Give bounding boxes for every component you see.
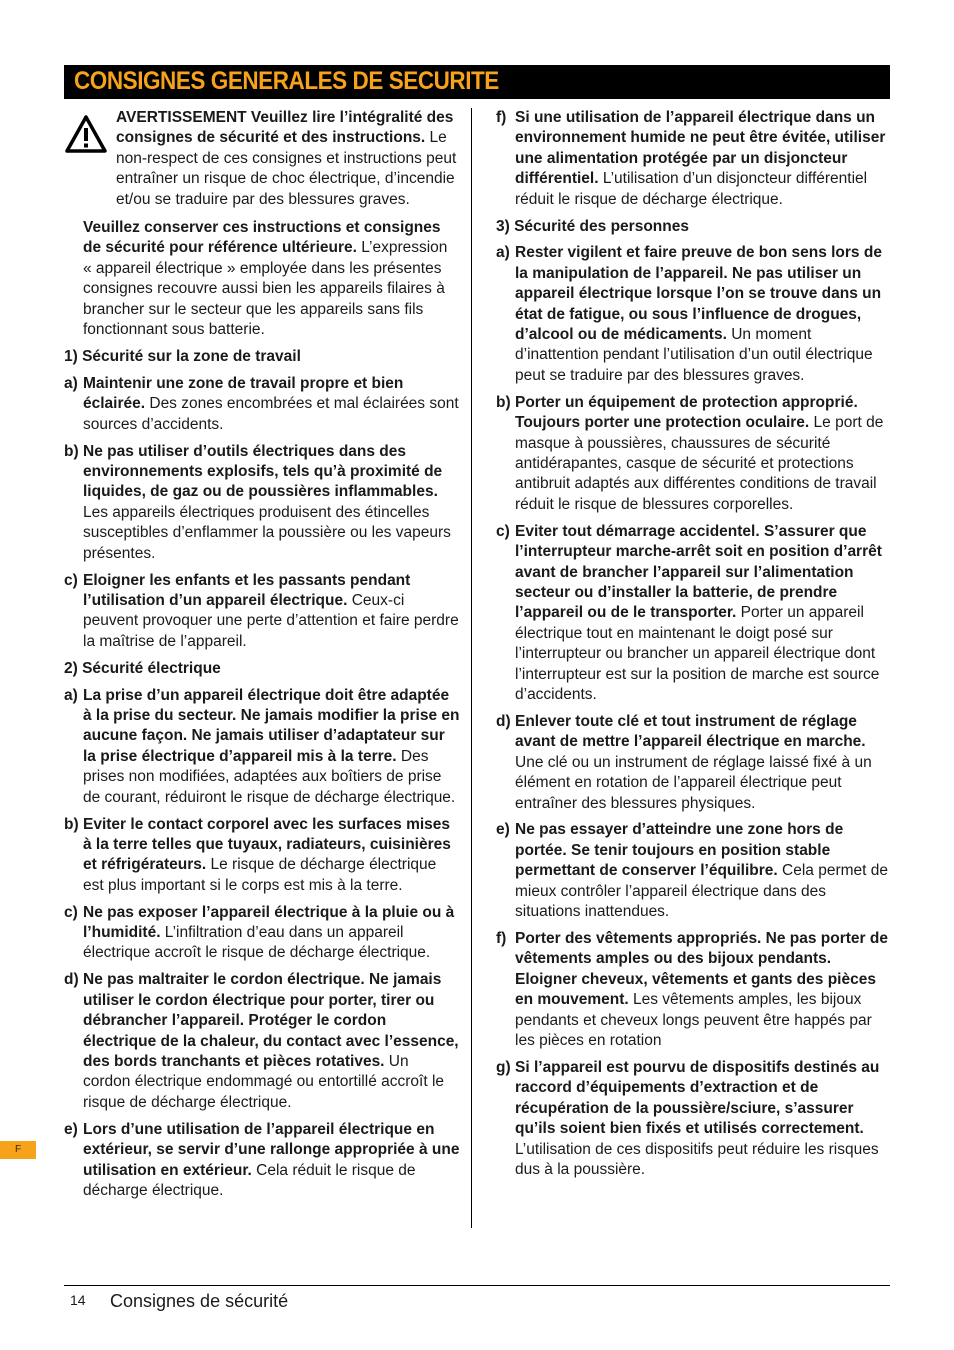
list-item: c) Ne pas exposer l’appareil électrique à la pluie ou à l’humidité. L’infiltration d’eau dans un appareil électrique accroît le risque de décharge électrique. [64,903,455,962]
list-item: b) Eviter le contact corporel avec les surfaces mises à la terre telles que tuyaux, radiateurs, cuisinières et réfrigérateurs. Le risque de décharge électrique est plus important si le corps est mis à la terre. [64,815,451,894]
list-item: e) Lors d’une utilisation de l’appareil électrique en extérieur, se servir d’une rallonge appropriée à une utilisation en extérieur. Cela réduit le risque de décharge électrique. [64,1120,460,1199]
list-item: b) Porter un équipement de protection approprié. Toujours porter une protection oculaire. Le port de masque à poussières, chaussures de sécurité antidérapantes, casque de sécurité et protections antibruit adaptés aux différentes conditions de travail réduit le risque de blessures corporelles. [496,393,884,513]
warning-triangle-icon [64,114,108,154]
column-divider [471,108,472,1228]
page-number: 14 [70,1292,86,1308]
list-item: e) Ne pas essayer d’atteindre une zone hors de portée. Se tenir toujours en position stable permettant de conserver l’équilibre. Cela permet de mieux contrôler l’appareil électrique dans des situations inattendues. [496,821,889,921]
footer-divider [64,1285,890,1286]
warning-text: Le non-respect de ces consignes et instructions peut entraîner un risque de choc électrique, d’incendie et/ou se traduire par des blessures graves. [116,129,457,208]
list-item: a) Maintenir une zone de travail propre et bien éclairée. Des zones encombrées et mal éclairées sont sources d’accidents. [64,374,459,433]
keep-bold: Veuillez conserver ces instructions et consignes de sécurité pour référence ultérieure. [83,219,441,257]
keep-instructions-paragraph [64,218,460,340]
warning-paragraph [116,108,460,210]
right-column [496,108,890,1187]
list-item: b) Ne pas utiliser d’outils électriques dans des environnements explosifs, tels qu’à proximité de liquides, de gaz ou de poussières inflammables. Les appareils électriques produisent des étincelles susceptibles d’enflammer la poussière ou les vapeurs présentes. [64,442,451,562]
list-item: c) Eloigner les enfants et les passants pendant l’utilisation d’un appareil électrique. Ceux-ci peuvent provoquer une perte d’attention et faire perdre la maîtrise de l’appareil. [64,571,459,650]
list-item: a) La prise d’un appareil électrique doit être adaptée à la prise du secteur. Ne jamais modifier la prise en aucune façon. Ne jamais utiliser d’adaptateur sur la prise électrique d’appareil mis à la terre. Des prises non modifiées, adaptées aux boîtiers de prise de courant, réduiront le risque de décharge électrique. [64,686,460,806]
list-item: f) Si une utilisation de l’appareil électrique dans un environnement humide ne peut être évitée, utiliser une alimentation protégée par un disjoncteur différentiel. L’utilisation d’un disjoncteur différentiel réduit le risque de décharge électrique. [496,109,886,208]
list-item: c) Eviter tout démarrage accidentel. S’assurer que l’interrupteur marche-arrêt soit en position d’arrêt avant de brancher l’appareil sur l’alimentation secteur ou d’installer la batterie, de prendre l’appareil ou de le transporter. Porter un appareil électrique tout en maintenant le doigt posé sur l’interrupteur ou brancher un appareil électrique dont l’interrupteur est sur la position de marche est source d’accidents. [496,522,882,703]
section-heading-personal: 3) Sécurité des personnes [496,217,689,235]
list-item: f) Porter des vêtements appropriés. Ne pas porter de vêtements amples ou des bijoux pendants. Eloigner cheveux, vêtements et gants des pièces en mouvement. Les vêtements amples, les bijoux pendants et cheveux longs peuvent être happés par les pièces en rotation [496,929,888,1049]
language-tab: F [0,1141,36,1159]
list-item: g) Si l’appareil est pourvu de dispositifs destinés au raccord d’équipements d’extraction et de récupération de la poussière/sciure, s’assurer qu’ils soient bien fixés et utilisés correctement. L’utilisation de ces dispositifs peut réduire les risques dus à la poussière. [496,1058,880,1178]
page-title: CONSIGNES GENERALES DE SECURITE [74,67,499,95]
section-heading-work-area: 1) Sécurité sur la zone de travail [64,347,301,365]
section-title-bar [64,65,890,99]
keep-text: L’expression « appareil électrique » employée dans les présentes consignes recouvre aussi bien les appareils filaires à brancher sur le secteur que les appareils sans fils fonctionnant sous batterie. [83,239,448,339]
section-heading-electrical: 2) Sécurité électrique [64,659,221,677]
warning-bold: AVERTISSEMENT Veuillez lire l’intégralité des consignes de sécurité et des instructions. [116,109,454,147]
list-item: d) Enlever toute clé et tout instrument de réglage avant de mettre l’appareil électrique en marche. Une clé ou un instrument de réglage laissé fixé à un élément en rotation de l’appareil électrique peut entraîner des blessures physiques. [496,712,872,812]
footer-section-title: Consignes de sécurité [110,1291,289,1311]
list-item: a) Rester vigilent et faire preuve de bon sens lors de la manipulation de l’appareil. Ne pas utiliser un appareil électrique lorsque l’on se trouve dans un état de fatigue, ou sous l’influence de drogues, d’alcool ou de médicaments. Un moment d’inattention pendant l’utilisation d’un outil électrique peut se traduire par des blessures graves. [496,244,882,384]
left-column [64,108,460,1208]
warning-block [64,108,460,210]
list-item: d) Ne pas maltraiter le cordon électrique. Ne jamais utiliser le cordon électrique pour porter, tirer ou débrancher l’appareil. Protéger le cordon électrique de la chaleur, du contact avec l’essence, des bords tranchants et pièces rotatives. Un cordon électrique endommagé ou entortillé accroît le risque de décharge électrique. [64,971,459,1111]
